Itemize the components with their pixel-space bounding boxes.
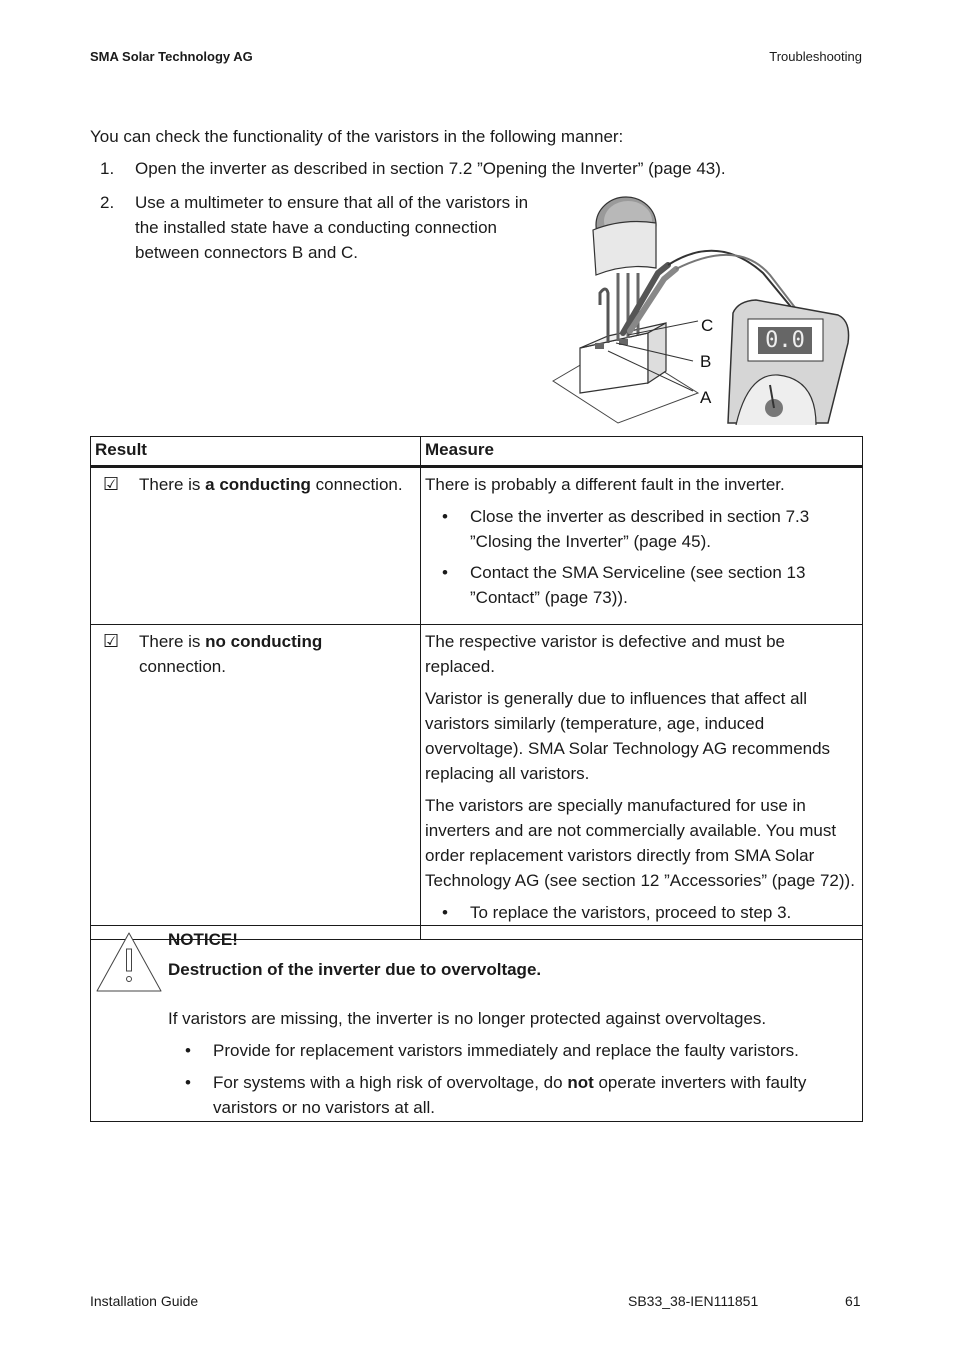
step-2 [100,190,540,262]
measure-bullet: • To replace the varistors, proceed to step 3. [425,900,858,925]
notice-body [168,1006,848,1127]
result-bold: no conducting [205,632,323,651]
checkbox-icon: ☑ [103,631,120,651]
measure-bullet: • Close the inverter as described in section 7.3 ”Closing the Inverter” (page 45). [425,504,858,554]
result-text-end: connection. [310,475,403,494]
result-measure-table [90,436,863,940]
intro-text: You can check the functionality of the varistors in the following manner: [90,127,624,146]
notice-bullet-text-end: operate inverters with faulty varistors or no varistors at all. [213,1073,807,1117]
measure-paragraph: Varistor is generally due to influences that affect all varistors similarly (temperature, age, induced overvoltage). SMA Solar Technology AG recommends replacing all varistors. [425,689,831,783]
measure-bullet: • Contact the SMA Serviceline (see section 13 ”Contact” (page 73)). [425,560,858,610]
measure-text: There is probably a different fault in the inverter. [425,475,785,494]
table-row [91,467,863,625]
footer-doc-id: SB33_38-IEN111851 [628,1293,759,1309]
step-1 [100,159,726,179]
notice-bullet-text: For systems with a high risk of overvoltage, do [213,1073,568,1092]
label-b: B [700,352,712,371]
table-row [91,625,863,940]
table-header-result: Result [91,437,421,467]
result-text-end: connection. [139,657,226,676]
label-c: C [701,316,714,335]
checkbox-icon: ☑ [103,474,120,494]
multimeter-illustration [548,193,858,425]
notice-subtitle: Destruction of the inverter due to overvoltage. [168,960,542,979]
measure-paragraph: The respective varistor is defective and must be replaced. [425,632,785,676]
notice-bullet: • Provide for replacement varistors immediately and replace the faulty varistors. [168,1038,848,1063]
label-a: A [700,388,712,407]
measure-cell [421,467,863,625]
notice-bullet-bold: not [567,1073,594,1092]
result-cell [91,467,421,625]
header-section: Troubleshooting [769,49,862,64]
footer-guide: Installation Guide [90,1293,199,1309]
result-text: There is [139,475,206,494]
measure-paragraph: The varistors are specially manufactured for use in inverters and are not commercially available. You must order replacement varistors directly from SMA Solar Technology AG (see section 12 ”Accessories” (page 72)). [425,796,855,890]
notice-box [90,925,863,1122]
step-2-number: 2. [100,193,115,212]
result-cell [91,625,421,940]
notice-bullet [168,1070,848,1120]
measure-cell [421,625,863,940]
multimeter-display-value: 0.0 [765,328,805,353]
table-header-measure: Measure [421,437,863,467]
step-1-text: Open the inverter as described in section 7.2 ”Opening the Inverter” (page 43). [135,159,726,178]
step-2-text: Use a multimeter to ensure that all of the varistors in the installed state have a conducting connection between connectors B and C. [135,193,529,262]
step-1-number: 1. [100,159,115,178]
result-bold: a conducting [205,475,311,494]
result-text: There is [139,632,206,651]
footer-page-number: 61 [845,1293,861,1309]
notice-text: If varistors are missing, the inverter is no longer protected against overvoltages. [168,1009,767,1028]
notice-title: NOTICE! [168,930,238,949]
warning-triangle-icon [95,929,163,993]
header-company: SMA Solar Technology AG [90,49,253,64]
